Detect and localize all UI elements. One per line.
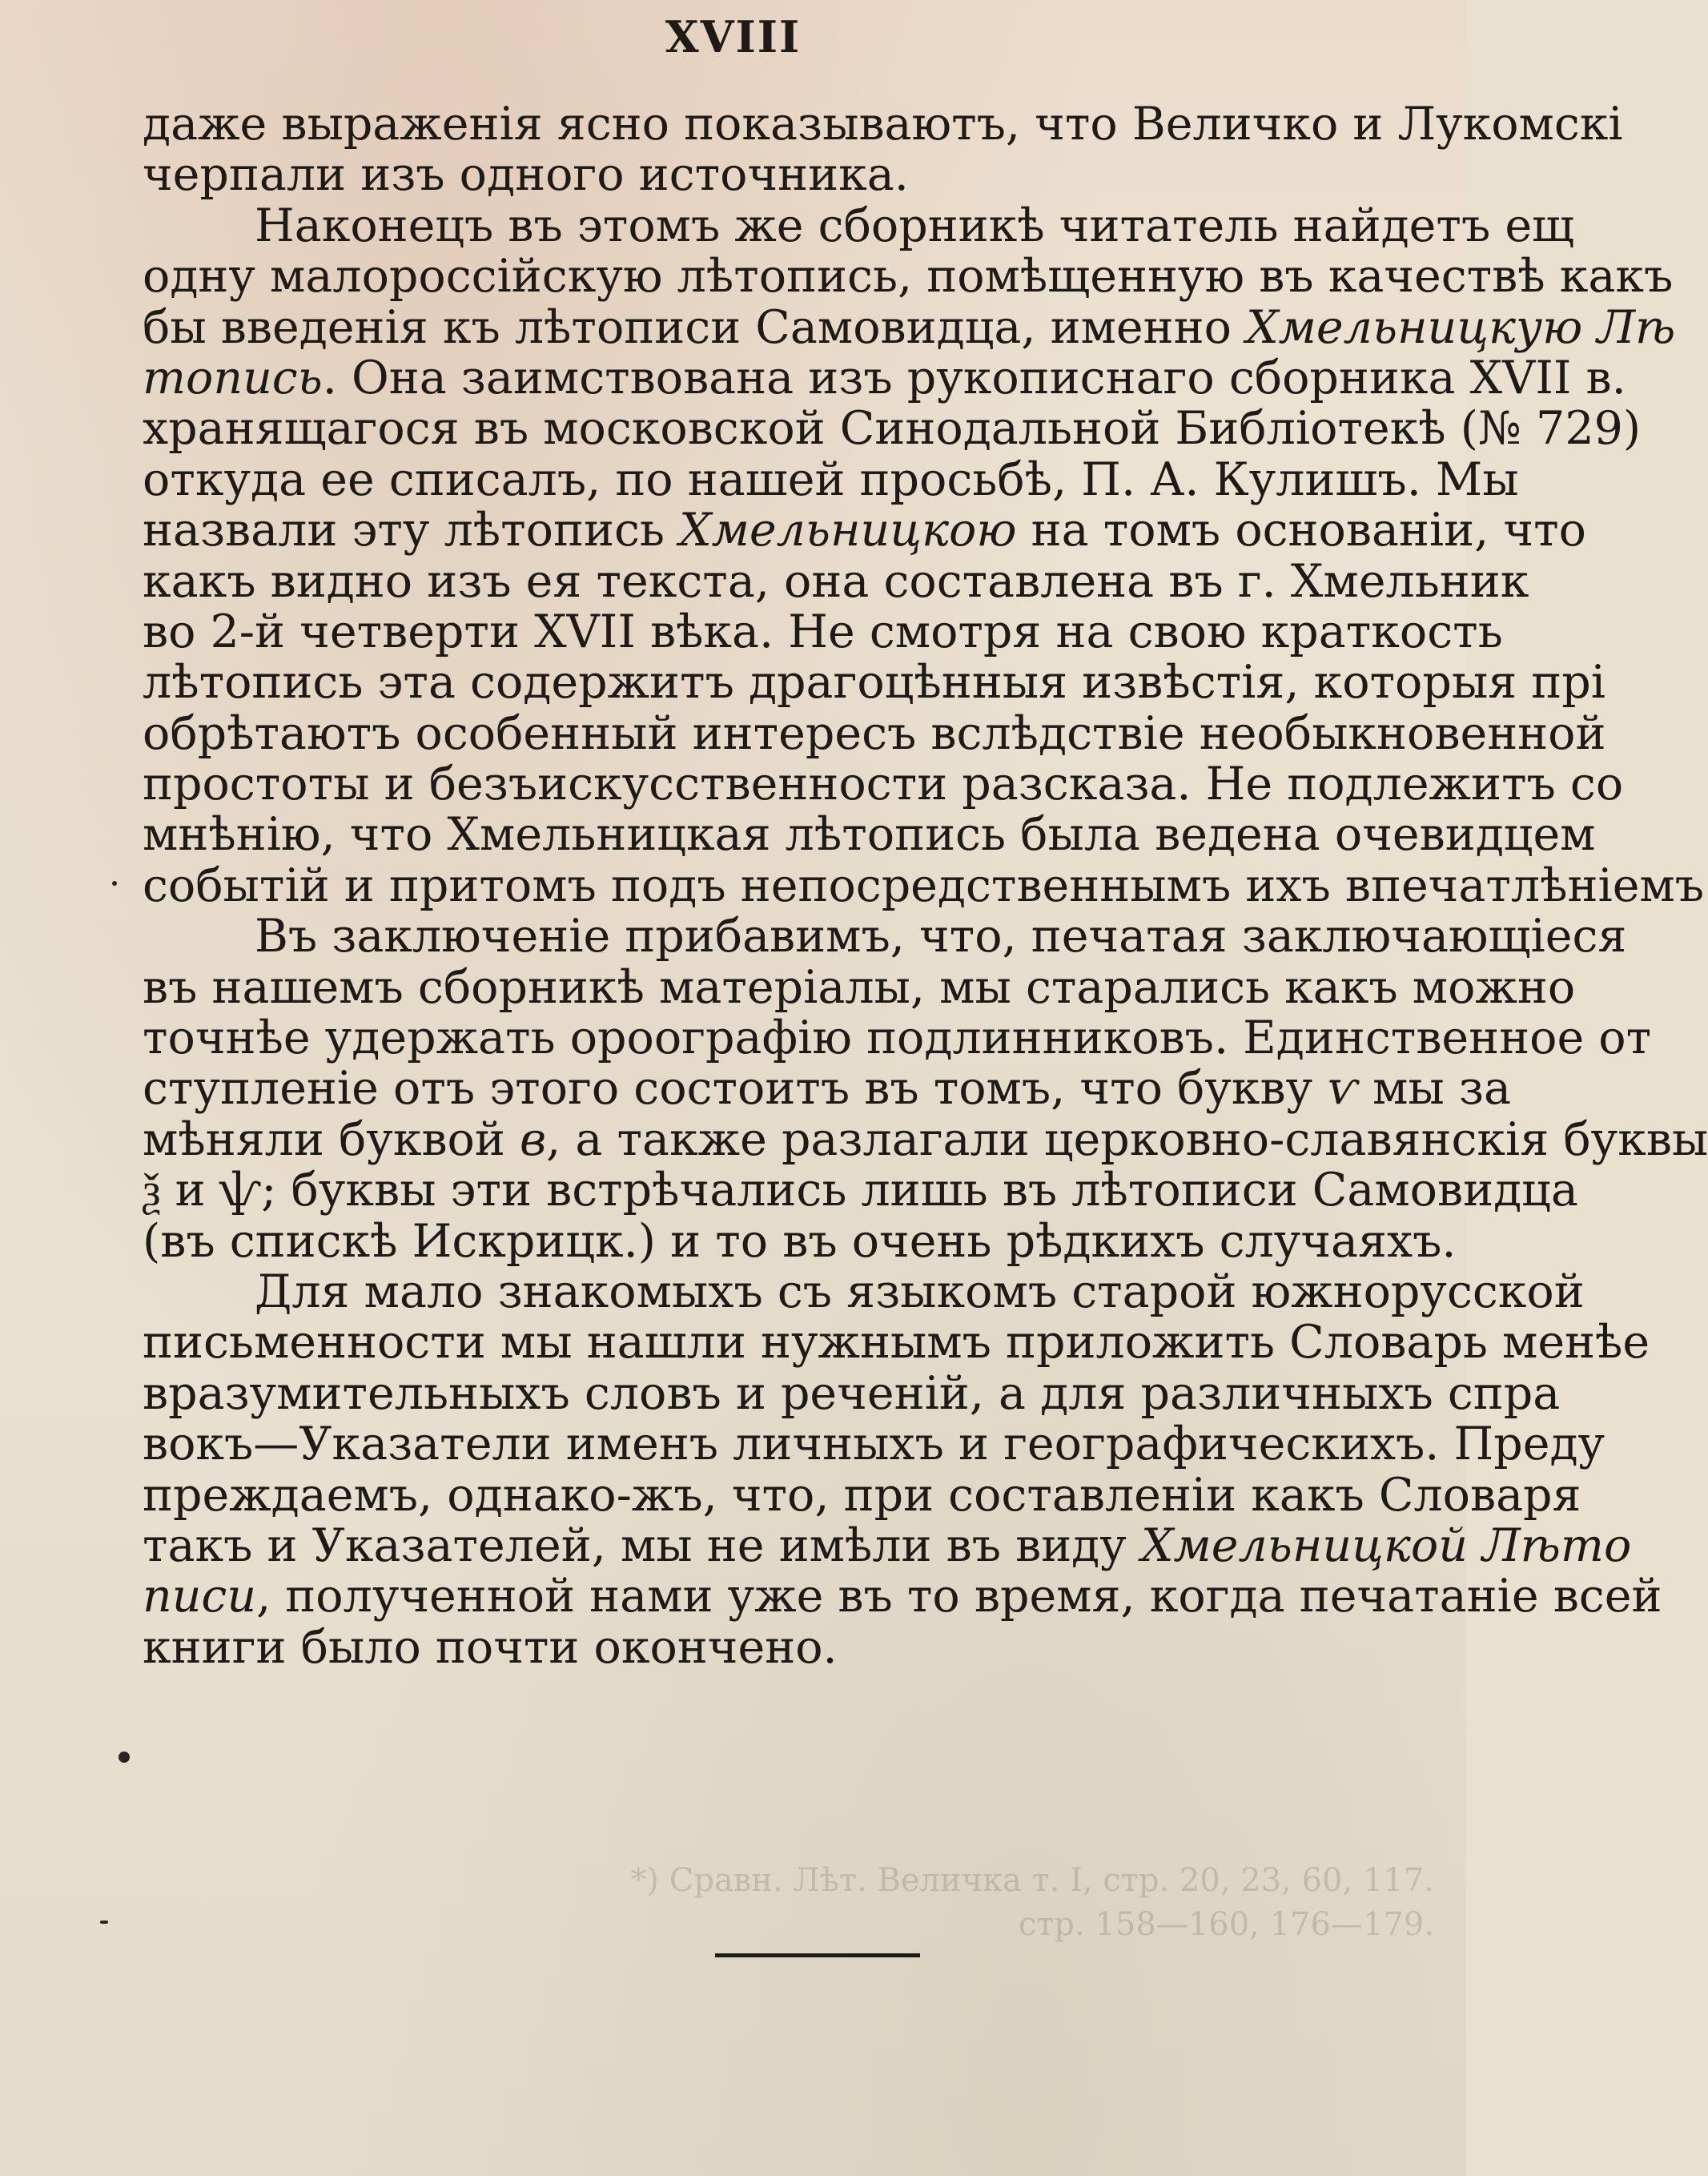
line-text: Въ заключеніе прибавимъ, что, печатая заключающіеся: [255, 910, 1627, 963]
text-line: [143, 554, 1529, 608]
bleed-through-footnote-1: *) Сравн. Лѣт. Величка т. I, стр. 20, 23, 60, 117.: [630, 1862, 1434, 1899]
text-line: [143, 1468, 1581, 1522]
line-text: , полученной нами уже въ то время, когда печатаніе всей: [256, 1570, 1662, 1623]
italic-title: Хмельницкою: [679, 504, 1017, 557]
line-text: черпали изъ одного источника.: [143, 148, 909, 202]
line-text: простоты и безъискусственности разсказа. Не подлежитъ со: [143, 758, 1624, 811]
text-line: [143, 1418, 1606, 1471]
line-text: Наконецъ въ этомъ же сборникѣ читатель найдетъ ещ: [255, 199, 1575, 252]
text-line: [143, 1062, 1511, 1116]
line-text: ѯ и ѱ; буквы эти встрѣчались лишь въ лѣтописи Самовидца: [143, 1164, 1578, 1217]
text-line: [143, 706, 1606, 760]
text-line: [143, 910, 1627, 963]
line-text: письменности мы нашли нужнымъ приложить Словарь менѣе: [143, 1316, 1650, 1370]
text-line: [143, 98, 1623, 151]
text-line: [143, 605, 1503, 658]
text-line: [143, 504, 1586, 557]
line-text: какъ видно изъ ея текста, она составлена въ г. Хмельник: [143, 554, 1529, 608]
margin-mark: [112, 881, 117, 886]
italic-title: писи: [143, 1570, 257, 1623]
text-line: [143, 1366, 1561, 1420]
italic-title: в: [519, 1112, 547, 1166]
text-line: [143, 199, 1575, 252]
text-line: [143, 960, 1576, 1014]
text-line: [143, 250, 1674, 304]
text-line: [143, 1570, 1662, 1623]
line-text: назвали эту лѣтопись: [143, 504, 680, 557]
line-text: такъ и Указателей, мы не имѣли въ виду: [143, 1518, 1141, 1572]
text-line: [143, 452, 1519, 506]
line-text: событій и притомъ подъ непосредственнымъ ихъ впечатлѣніемъ: [143, 859, 1705, 912]
line-text: книги было почти окончено.: [143, 1620, 838, 1674]
end-rule: [715, 1953, 920, 1957]
line-text: лѣтопись эта содержитъ драгоцѣнныя извѣстія, которыя прі: [143, 656, 1606, 710]
text-line: [143, 1620, 1448, 1674]
line-text: . Она заимствована изъ рукописнаго сборника XVII в.: [322, 351, 1626, 404]
text-line: [143, 1012, 1652, 1065]
line-text: вокъ—Указатели именъ личныхъ и географическихъ. Преду: [143, 1418, 1606, 1471]
line-text: откуда ее списалъ, по нашей просьбѣ, П. А. Кулишъ. Мы: [143, 452, 1519, 506]
text-line: [143, 1265, 1585, 1318]
italic-title: ѵ: [1327, 1062, 1358, 1116]
text-line: [143, 1164, 1578, 1217]
line-text: преждаемъ, однако-жъ, что, при составленіи какъ Словаря: [143, 1468, 1581, 1522]
line-text: одну малороссійскую лѣтопись, помѣщенную въ качествѣ какъ: [143, 250, 1674, 304]
text-line: [143, 150, 1448, 200]
text-line: [143, 351, 1626, 404]
line-text: (въ спискѣ Искрицк.) и то въ очень рѣдкихъ случаяхъ.: [143, 1214, 1457, 1268]
text-line: [143, 1518, 1632, 1572]
line-text: на томъ основаніи, что: [1016, 504, 1586, 557]
line-text: точнѣе удержать ороографію подлинниковъ. Единственное от: [143, 1012, 1652, 1065]
page-number-heading: XVIII: [665, 11, 802, 62]
line-text: хранящагося въ московской Синодальной Библіотекѣ (№ 729): [143, 402, 1642, 456]
body-text: [143, 98, 1708, 1674]
line-text: мѣняли буквой: [143, 1112, 520, 1166]
line-text: вразумительныхъ словъ и реченій, а для различныхъ спра: [143, 1366, 1561, 1420]
text-line: [143, 656, 1606, 710]
line-text: , а также разлагали церковно-славянскія буквы: [546, 1112, 1708, 1166]
line-text: въ нашемъ сборникѣ матеріалы, мы старались какъ можно: [143, 960, 1576, 1014]
text-line: [143, 1112, 1708, 1166]
text-line: [143, 808, 1596, 862]
line-text: ступленіе отъ этого состоитъ въ томъ, что букву: [143, 1062, 1328, 1116]
text-line: [143, 1316, 1650, 1370]
line-text: даже выраженія ясно показываютъ, что Величко и Лукомскі: [143, 98, 1623, 151]
italic-title: Хмельницкую Лѣ: [1246, 300, 1676, 354]
text-line: [143, 859, 1705, 912]
line-text: во 2-й четверти XVII вѣка. Не смотря на свою краткость: [143, 605, 1503, 658]
line-text: мы за: [1357, 1062, 1511, 1116]
text-line: [143, 300, 1676, 354]
line-text: Для мало знакомыхъ съ языкомъ старой южнорусской: [255, 1265, 1585, 1318]
text-line: [143, 758, 1624, 811]
margin-mark: [100, 1921, 108, 1924]
line-text: бы введенія къ лѣтописи Самовидца, именно: [143, 300, 1247, 354]
italic-title: топись: [143, 351, 323, 404]
text-line: [143, 1214, 1457, 1268]
bleed-through-footnote-2: стр. 158—160, 176—179.: [1018, 1906, 1434, 1943]
italic-title: Хмельницкой Лѣто: [1140, 1518, 1632, 1572]
line-text: обрѣтаютъ особенный интересъ вслѣдствіе необыкновенной: [143, 706, 1606, 760]
text-line: [143, 402, 1642, 456]
margin-mark: [119, 1752, 130, 1763]
line-text: мнѣнію, что Хмельницкая лѣтопись была ведена очевидцем: [143, 808, 1596, 862]
